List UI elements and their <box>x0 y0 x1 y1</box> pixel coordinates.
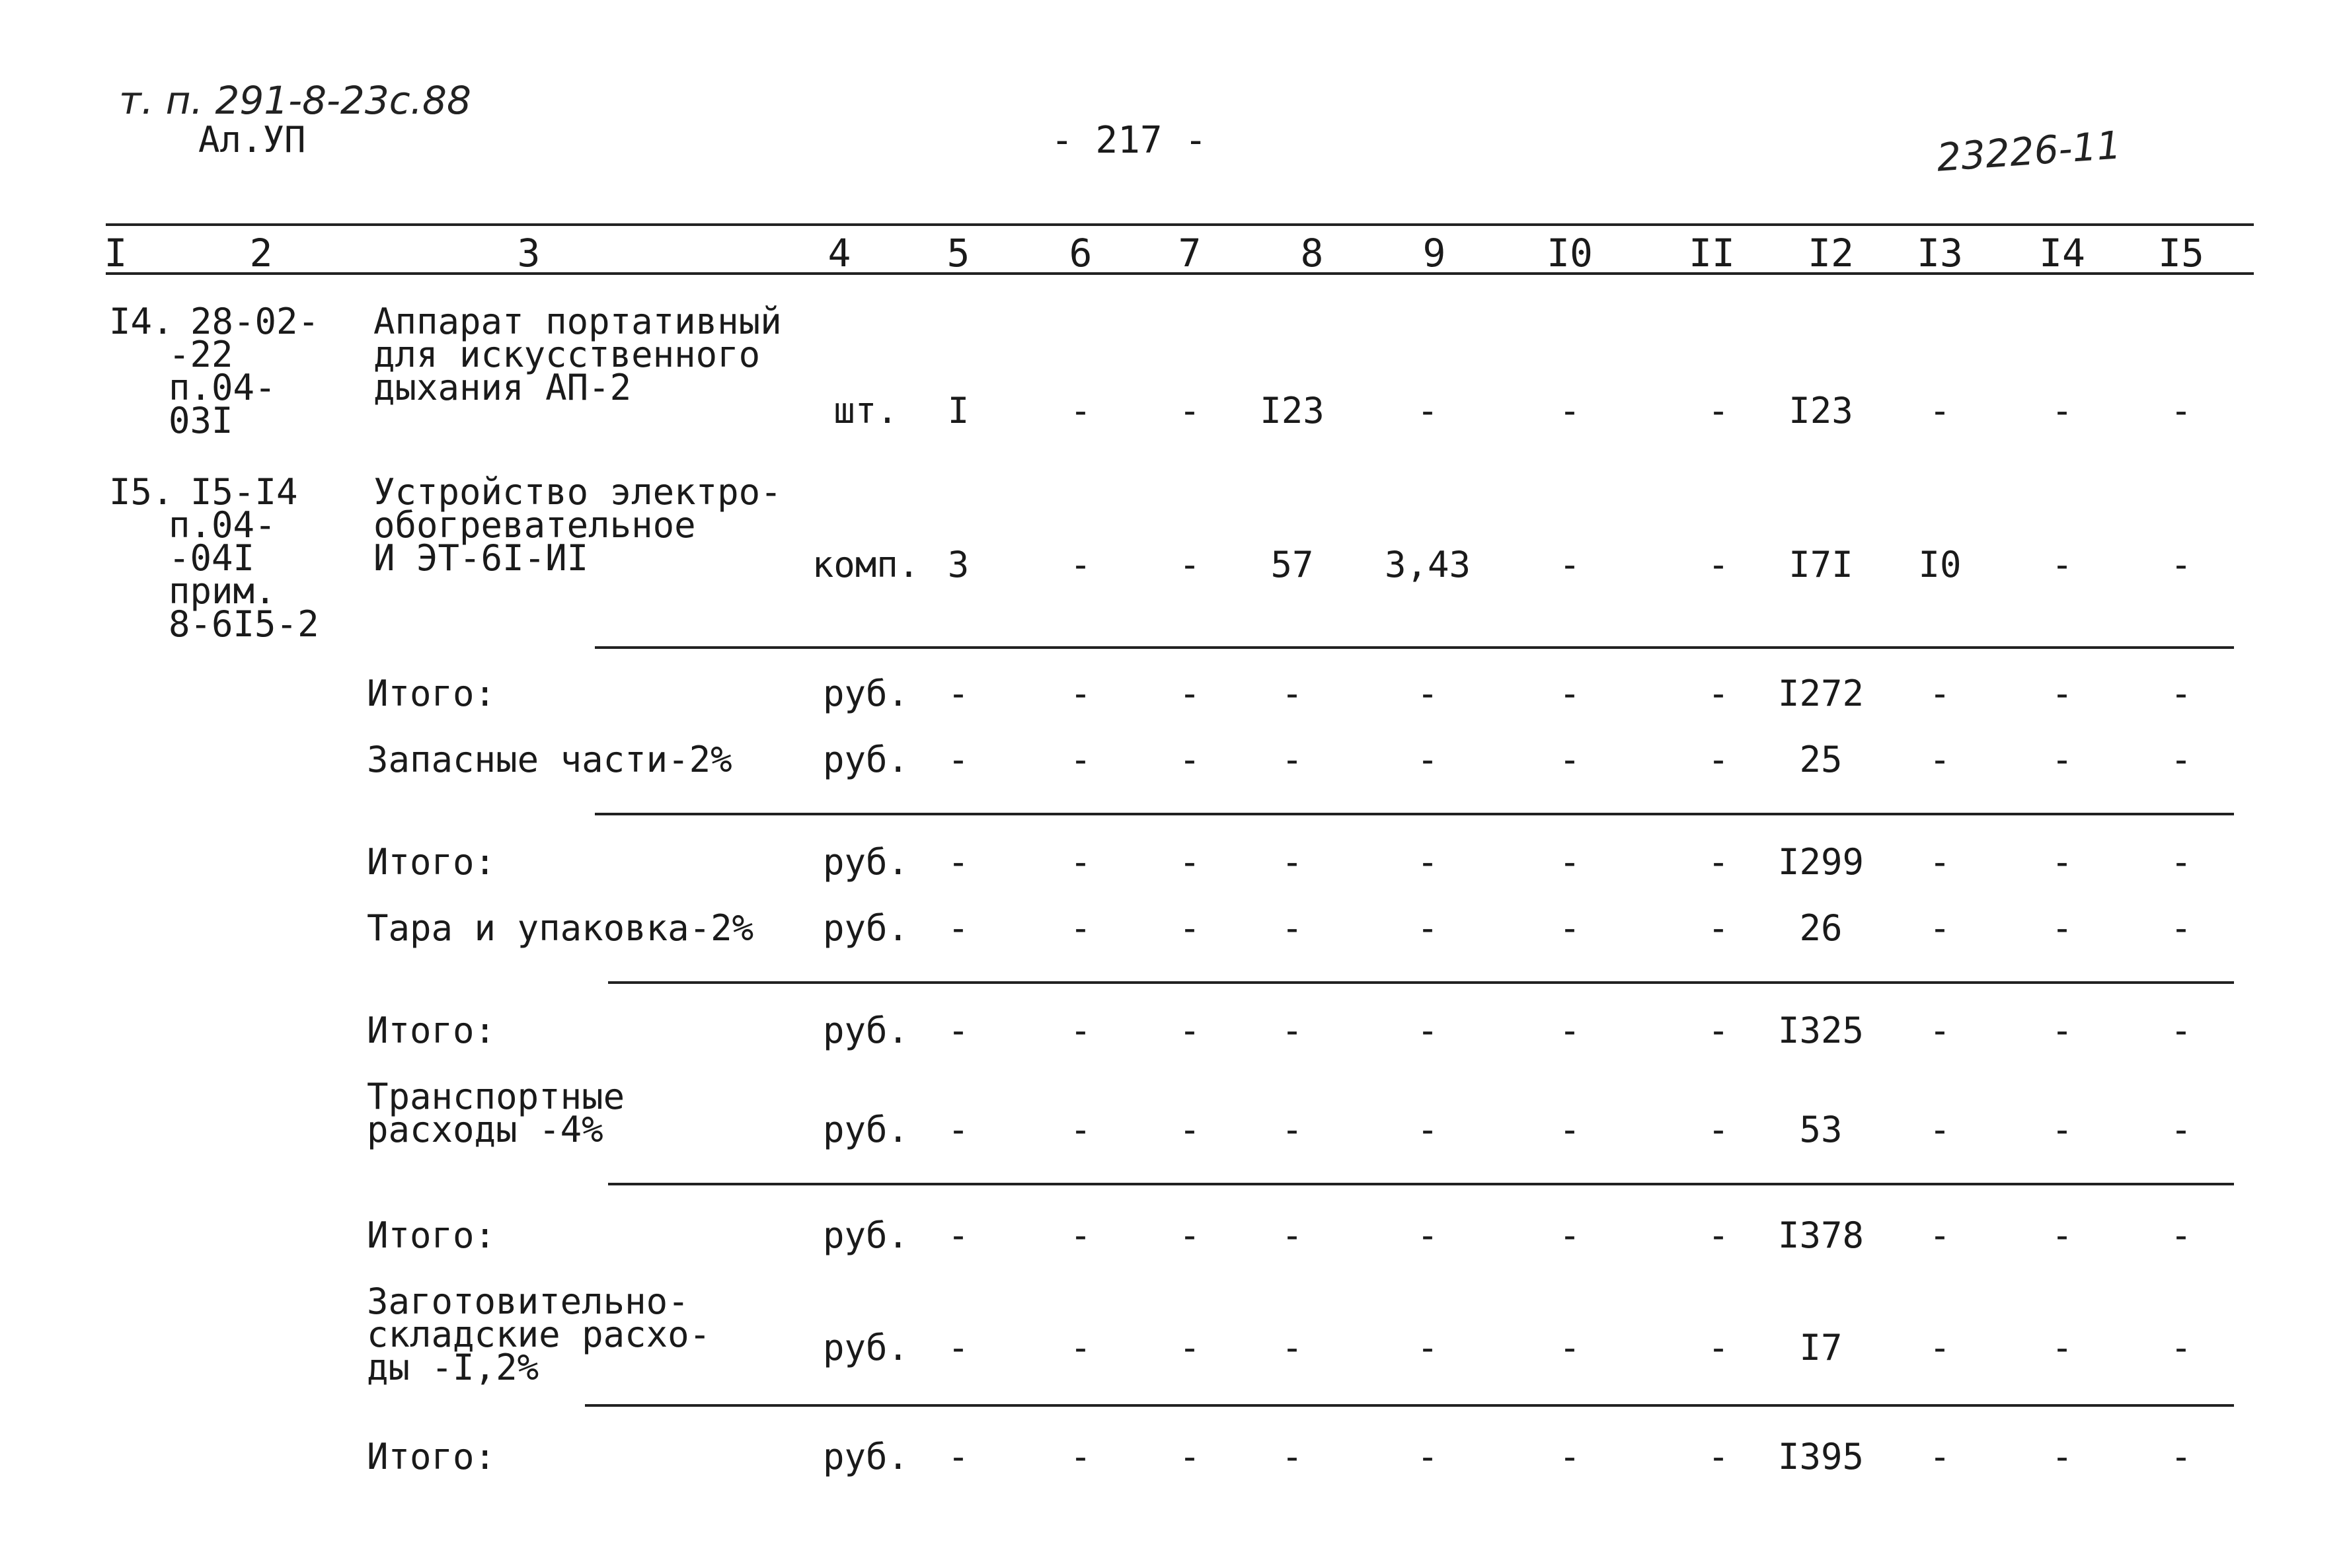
subtotal-rule <box>608 1183 2234 1185</box>
table-cell: - <box>1178 544 1201 585</box>
column-header-3: 3 <box>517 231 541 276</box>
summary-cell: - <box>2170 673 2192 714</box>
summary-cell: руб. <box>822 1109 909 1150</box>
summary-cell: - <box>1281 841 1303 883</box>
item-code-line: п.04- <box>169 504 276 546</box>
column-header-7: 7 <box>1178 231 1202 276</box>
table-cell: 3,43 <box>1384 544 1471 585</box>
summary-cell: - <box>947 673 970 714</box>
summary-cell: - <box>1069 673 1092 714</box>
summary-cell: - <box>2051 673 2073 714</box>
summary-cell: - <box>2170 907 2192 949</box>
summary-cell: - <box>1069 1109 1092 1150</box>
summary-cell: - <box>1178 1109 1201 1150</box>
summary-cell: - <box>1707 1327 1730 1368</box>
summary-label: расходы -4% <box>367 1109 603 1150</box>
item-code-line: -04I <box>169 537 255 579</box>
album-label: Ал.УП <box>198 119 306 161</box>
summary-cell: - <box>1929 1214 1951 1256</box>
summary-cell: руб. <box>822 1327 909 1368</box>
table-cell: I23 <box>1789 390 1853 431</box>
subtotal-rule <box>608 981 2234 984</box>
subtotal-rule <box>595 646 2234 649</box>
summary-cell: руб. <box>822 1214 909 1256</box>
summary-cell: 25 <box>1799 739 1843 780</box>
column-header-4: 4 <box>827 231 851 276</box>
table-cell: - <box>2051 390 2073 431</box>
summary-cell: - <box>1281 907 1303 949</box>
summary-cell: - <box>1929 907 1951 949</box>
summary-cell: - <box>1416 841 1439 883</box>
summary-cell: - <box>2051 1327 2073 1368</box>
summary-cell: - <box>1929 841 1951 883</box>
summary-cell: - <box>1069 739 1092 780</box>
table-cell: I23 <box>1260 390 1325 431</box>
summary-cell: - <box>2051 1010 2073 1051</box>
summary-cell: - <box>2170 1010 2192 1051</box>
subtotal-rule <box>595 813 2234 815</box>
summary-label: Итого: <box>367 841 496 883</box>
summary-cell: - <box>1178 673 1201 714</box>
summary-cell: - <box>1707 739 1730 780</box>
summary-cell: 26 <box>1799 907 1843 949</box>
summary-cell: - <box>1178 739 1201 780</box>
table-cell: - <box>1069 390 1092 431</box>
summary-cell: руб. <box>822 739 909 780</box>
summary-cell: - <box>1929 673 1951 714</box>
item-code-line: 28-02- <box>190 301 320 342</box>
item-code-line: 03I <box>169 400 233 441</box>
summary-cell: - <box>947 1109 970 1150</box>
table-cell: I7I <box>1789 544 1853 585</box>
summary-cell: - <box>1707 841 1730 883</box>
summary-cell: I7 <box>1799 1327 1843 1368</box>
summary-cell: - <box>2051 1436 2073 1477</box>
item-name-line: дыхания АП-2 <box>373 367 632 408</box>
summary-cell: - <box>2170 1214 2192 1256</box>
summary-cell: I395 <box>1777 1436 1865 1477</box>
summary-cell: - <box>1281 1010 1303 1051</box>
summary-cell: - <box>947 1327 970 1368</box>
summary-cell: - <box>947 1010 970 1051</box>
summary-cell: руб. <box>822 1010 909 1051</box>
summary-cell: - <box>1929 1109 1951 1150</box>
summary-cell: - <box>2051 1109 2073 1150</box>
column-header-14: I4 <box>2039 231 2085 276</box>
summary-cell: - <box>2051 1214 2073 1256</box>
summary-cell: - <box>1416 1214 1439 1256</box>
summary-cell: - <box>1707 1436 1730 1477</box>
summary-cell: I299 <box>1777 841 1865 883</box>
summary-cell: - <box>1929 1010 1951 1051</box>
summary-label: Итого: <box>367 1010 496 1051</box>
summary-label: складские расхо- <box>367 1314 711 1355</box>
column-header-12: I2 <box>1808 231 1854 276</box>
summary-cell: - <box>1178 1214 1201 1256</box>
item-name-line: И ЭТ-6I-ИI <box>373 537 589 579</box>
summary-label: Транспортные <box>367 1076 625 1117</box>
summary-cell: - <box>1416 739 1439 780</box>
summary-cell: - <box>1707 1010 1730 1051</box>
item-number: I4. <box>109 301 174 342</box>
summary-cell: - <box>1069 1010 1092 1051</box>
summary-cell: - <box>1558 841 1581 883</box>
summary-cell: - <box>947 739 970 780</box>
table-cell: - <box>2170 390 2192 431</box>
summary-cell: - <box>1558 1109 1581 1150</box>
summary-cell: - <box>1178 1010 1201 1051</box>
column-header-15: I5 <box>2158 231 2204 276</box>
column-header-5: 5 <box>946 231 970 276</box>
table-cell: 3 <box>947 544 970 585</box>
summary-cell: - <box>1069 1214 1092 1256</box>
summary-cell: - <box>1281 1109 1303 1150</box>
table-cell: - <box>1707 544 1730 585</box>
summary-cell: - <box>1558 1327 1581 1368</box>
summary-cell: - <box>1069 1436 1092 1477</box>
summary-cell: - <box>2170 1327 2192 1368</box>
stamp-number: 23226-11 <box>1935 122 2123 180</box>
summary-label: Запасные части-2% <box>367 739 732 780</box>
summary-cell: - <box>1416 673 1439 714</box>
item-name-line: для искусственного <box>373 334 761 375</box>
column-header-13: I3 <box>1917 231 1963 276</box>
table-cell: 57 <box>1270 544 1314 585</box>
summary-cell: - <box>1707 1109 1730 1150</box>
summary-cell: - <box>1281 1327 1303 1368</box>
column-header-10: I0 <box>1547 231 1593 276</box>
column-header-6: 6 <box>1069 231 1093 276</box>
summary-cell: - <box>2051 907 2073 949</box>
summary-cell: 53 <box>1799 1109 1843 1150</box>
column-header-9: 9 <box>1422 231 1446 276</box>
summary-cell: - <box>1929 1436 1951 1477</box>
item-name-line: обогревательное <box>373 504 696 546</box>
summary-cell: - <box>2170 1109 2192 1150</box>
summary-cell: - <box>2170 739 2192 780</box>
summary-label: Итого: <box>367 1436 496 1477</box>
summary-cell: - <box>1281 739 1303 780</box>
summary-cell: руб. <box>822 907 909 949</box>
page-number: - 217 - <box>1051 119 1208 162</box>
summary-cell: - <box>1416 907 1439 949</box>
table-cell: - <box>1707 390 1730 431</box>
table-cell: - <box>1558 390 1581 431</box>
item-code-line: 8-6I5-2 <box>169 603 319 645</box>
summary-cell: I325 <box>1777 1010 1865 1051</box>
summary-cell: I378 <box>1777 1214 1865 1256</box>
column-header-2: 2 <box>249 231 273 276</box>
column-header-8: 8 <box>1300 231 1324 276</box>
table-cell: - <box>1069 544 1092 585</box>
summary-cell: - <box>1416 1327 1439 1368</box>
summary-cell: - <box>1558 1214 1581 1256</box>
summary-cell: - <box>2170 841 2192 883</box>
summary-cell: руб. <box>822 673 909 714</box>
summary-cell: - <box>1281 1214 1303 1256</box>
table-top-rule <box>106 223 2254 226</box>
summary-cell: - <box>1178 1436 1201 1477</box>
summary-cell: - <box>1929 739 1951 780</box>
summary-cell: - <box>2170 1436 2192 1477</box>
summary-cell: - <box>947 1214 970 1256</box>
summary-cell: - <box>1707 1214 1730 1256</box>
table-cell: - <box>1929 390 1951 431</box>
table-cell: комп. <box>812 544 920 585</box>
table-cell: - <box>1178 390 1201 431</box>
summary-cell: руб. <box>822 1436 909 1477</box>
summary-cell: - <box>1558 1010 1581 1051</box>
document-code: т. п. 291-8-23с.88 <box>119 78 471 123</box>
item-code-line: прим. <box>169 570 276 612</box>
summary-cell: - <box>1929 1327 1951 1368</box>
summary-label: Итого: <box>367 1214 496 1256</box>
summary-cell: - <box>1558 1436 1581 1477</box>
table-cell: шт. <box>833 390 898 431</box>
summary-cell: - <box>1069 841 1092 883</box>
column-header-11: II <box>1689 231 1735 276</box>
summary-label: ды -I,2% <box>367 1347 539 1388</box>
summary-cell: - <box>2051 841 2073 883</box>
summary-cell: - <box>947 841 970 883</box>
summary-cell: - <box>1558 907 1581 949</box>
summary-cell: - <box>947 1436 970 1477</box>
summary-cell: - <box>1281 673 1303 714</box>
table-cell: - <box>2170 544 2192 585</box>
table-cell: - <box>1558 544 1581 585</box>
column-header-1: I <box>104 231 128 276</box>
summary-cell: - <box>1707 673 1730 714</box>
summary-label: Заготовительно- <box>367 1281 689 1322</box>
summary-cell: - <box>947 907 970 949</box>
summary-cell: - <box>1416 1436 1439 1477</box>
summary-cell: - <box>2051 739 2073 780</box>
summary-cell: - <box>1281 1436 1303 1477</box>
summary-cell: - <box>1178 907 1201 949</box>
table-cell: - <box>2051 544 2073 585</box>
item-name-line: Устройство электро- <box>373 471 782 513</box>
summary-cell: - <box>1069 907 1092 949</box>
summary-label: Тара и упаковка-2% <box>367 907 754 949</box>
summary-cell: - <box>1707 907 1730 949</box>
summary-cell: руб. <box>822 841 909 883</box>
summary-cell: - <box>1178 841 1201 883</box>
summary-cell: - <box>1416 1010 1439 1051</box>
item-code-line: п.04- <box>169 367 276 408</box>
item-code-line: I5-I4 <box>190 471 298 513</box>
subtotal-rule <box>585 1404 2234 1407</box>
summary-cell: I272 <box>1777 673 1865 714</box>
item-number: I5. <box>109 471 174 513</box>
summary-cell: - <box>1558 739 1581 780</box>
summary-cell: - <box>1558 673 1581 714</box>
summary-cell: - <box>1069 1327 1092 1368</box>
table-cell: I <box>947 390 970 431</box>
table-cell: - <box>1416 390 1439 431</box>
summary-cell: - <box>1416 1109 1439 1150</box>
summary-cell: - <box>1178 1327 1201 1368</box>
summary-label: Итого: <box>367 673 496 714</box>
item-code-line: -22 <box>169 334 233 375</box>
table-cell: I0 <box>1918 544 1962 585</box>
item-name-line: Аппарат портативный <box>373 301 782 342</box>
